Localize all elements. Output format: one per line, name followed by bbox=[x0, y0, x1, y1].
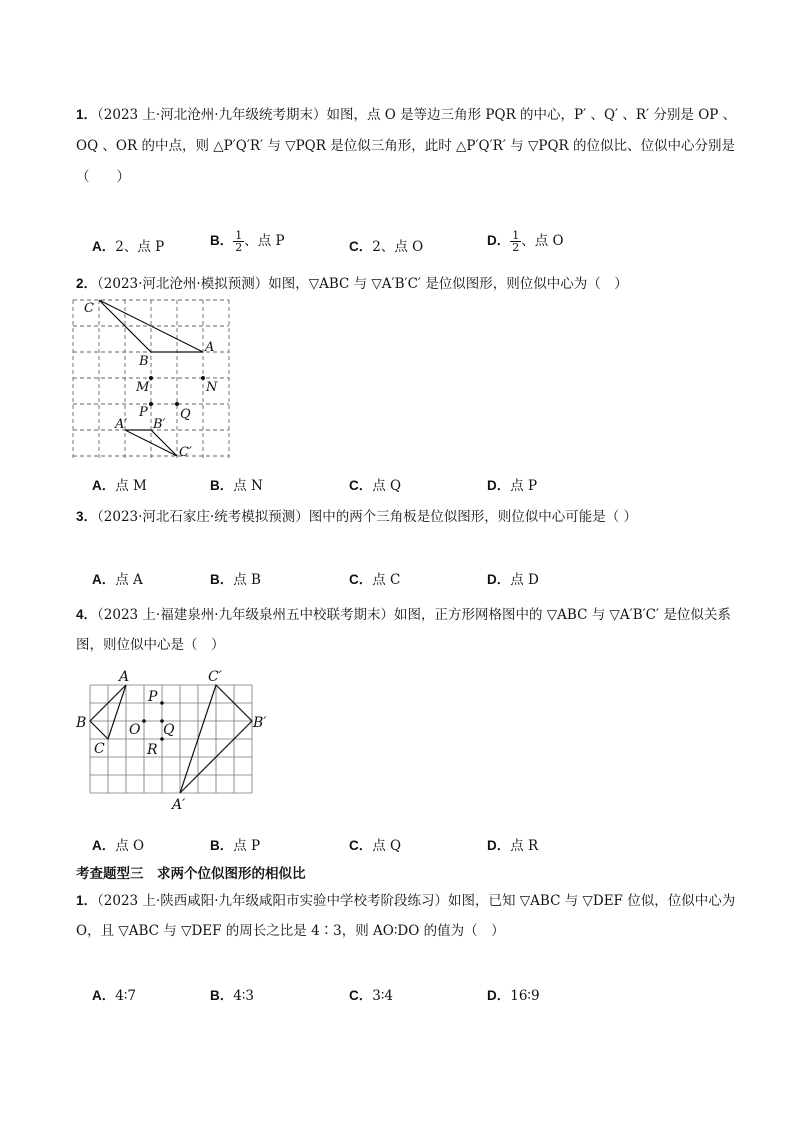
q4-option-c[interactable]: C．点 Q bbox=[349, 838, 402, 854]
q4-label-r: R bbox=[147, 742, 158, 758]
q4-label-a: A bbox=[119, 669, 130, 685]
q2-point-n bbox=[201, 376, 205, 380]
q2-label-p: P bbox=[139, 405, 148, 420]
q4-label-c1: C′ bbox=[208, 669, 222, 685]
q3-line1: 3．（2023·河北石家庄·统考模拟预测）图中的两个三角板是位似图形，则位似中心可能是（ ） bbox=[76, 509, 637, 525]
fraction: $\frac{1}{2}$ bbox=[235, 229, 243, 254]
q2-point-m bbox=[149, 376, 153, 380]
q4-label-p: P bbox=[148, 689, 158, 705]
q4-number: 4． bbox=[76, 607, 98, 622]
q4-option-b[interactable]: B．点 P bbox=[210, 838, 261, 854]
fraction: $\frac{1}{2}$ bbox=[512, 229, 520, 254]
q2-label-b: B bbox=[139, 354, 149, 369]
q1-line1 bbox=[76, 103, 736, 123]
q2-number: 2． bbox=[76, 276, 98, 291]
s3q1-option-d[interactable]: D．16∶9 bbox=[487, 988, 540, 1004]
q3-option-a[interactable]: A．点 A bbox=[92, 572, 143, 588]
q1-line2: OQ 、OR 的中点，则 △P′Q′R′ 与 ▽PQR 是位似三角形，此时 △P′Q′R′ 与 ▽PQR 的位似比、位似中心分别是 bbox=[76, 138, 735, 154]
q3-option-c[interactable]: C．点 C bbox=[349, 572, 401, 588]
q1-text-1: （2023 上·河北沧州·九年级统考期末）如图，点 O 是等边三角形 PQR 的中心，P′ 、Q′ 、R′ 分别是 OP 、 bbox=[97, 107, 737, 123]
q4-label-b1: B′ bbox=[253, 715, 267, 731]
q2-option-d[interactable]: D．点 P bbox=[487, 478, 538, 494]
q2-label-m: M bbox=[136, 380, 150, 395]
q2-label-c: C bbox=[84, 301, 94, 316]
q3-option-b[interactable]: B．点 B bbox=[210, 572, 261, 588]
q4-label-a1: A′ bbox=[172, 797, 186, 813]
q1-number: 1． bbox=[76, 107, 98, 122]
q4-option-a[interactable]: A．点 O bbox=[92, 838, 145, 854]
q4-line1: 4．（2023 上·福建泉州·九年级泉州五中校联考期末）如图，正方形网格图中的 ▽ABC 与 ▽A′B′C′ 是位似关系 bbox=[76, 607, 731, 623]
s3q1-line2: O，且 ▽ABC 与 ▽DEF 的周长之比是 4∶3，则 AO∶DO 的值为（ ） bbox=[76, 923, 505, 939]
q4-label-o: O bbox=[129, 722, 141, 738]
s3q1-option-c[interactable]: C．3∶4 bbox=[349, 988, 393, 1004]
q4-grid bbox=[90, 685, 252, 793]
q3-number: 3． bbox=[76, 509, 98, 524]
q1-option-a[interactable]: A．2、点 P bbox=[92, 239, 165, 255]
q2-figure bbox=[70, 296, 236, 462]
q2-label-a: A bbox=[205, 340, 215, 355]
q4-figure bbox=[72, 668, 272, 814]
q2-label-q: Q bbox=[180, 407, 191, 422]
q1-option-c[interactable]: C．2、点 O bbox=[349, 239, 424, 255]
q4-point-p bbox=[160, 701, 164, 705]
q2-line1: 2．（2023·河北沧州·模拟预测）如图，▽ABC 与 ▽A′B′C′ 是位似图形，则位似中心为（ ） bbox=[76, 276, 628, 292]
q1-line3: （ ） bbox=[76, 169, 130, 185]
q1-option-d[interactable]: D． $\frac{1}{2}$ 、点 O bbox=[487, 229, 564, 254]
q4-label-c: C bbox=[94, 741, 105, 757]
q2-label-a1: A′ bbox=[115, 417, 128, 432]
q2-label-c1: C′ bbox=[179, 445, 192, 460]
s3q1-option-a[interactable]: A．4∶7 bbox=[92, 988, 136, 1004]
q4-option-d[interactable]: D．点 R bbox=[487, 838, 539, 854]
s3q1-line1: 1．（2023 上·陕西咸阳·九年级咸阳市实验中学校考阶段练习）如图，已知 ▽ABC 与 ▽DEF 位似，位似中心为 bbox=[76, 893, 736, 909]
s3q1-number: 1． bbox=[76, 893, 98, 908]
s3q1-option-b[interactable]: B．4∶3 bbox=[210, 988, 254, 1004]
q2-label-n: N bbox=[206, 380, 218, 395]
q2-label-b1: B′ bbox=[153, 417, 166, 432]
q4-line2: 图，则位似中心是（ ） bbox=[76, 637, 225, 653]
q4-point-o bbox=[142, 719, 146, 723]
q2-option-a[interactable]: A．点 M bbox=[92, 478, 147, 494]
q1-option-b[interactable]: B． $\frac{1}{2}$ 、点 P bbox=[210, 229, 285, 254]
q2-point-p bbox=[149, 402, 153, 406]
q2-option-b[interactable]: B．点 N bbox=[210, 478, 263, 494]
q3-option-d[interactable]: D．点 D bbox=[487, 572, 539, 588]
q4-label-b: B bbox=[76, 715, 87, 731]
section-heading: 考查题型三 求两个位似图形的相似比 bbox=[76, 866, 306, 882]
q2-option-c[interactable]: C．点 Q bbox=[349, 478, 402, 494]
q4-label-q: Q bbox=[163, 722, 175, 738]
q2-point-q bbox=[175, 402, 179, 406]
